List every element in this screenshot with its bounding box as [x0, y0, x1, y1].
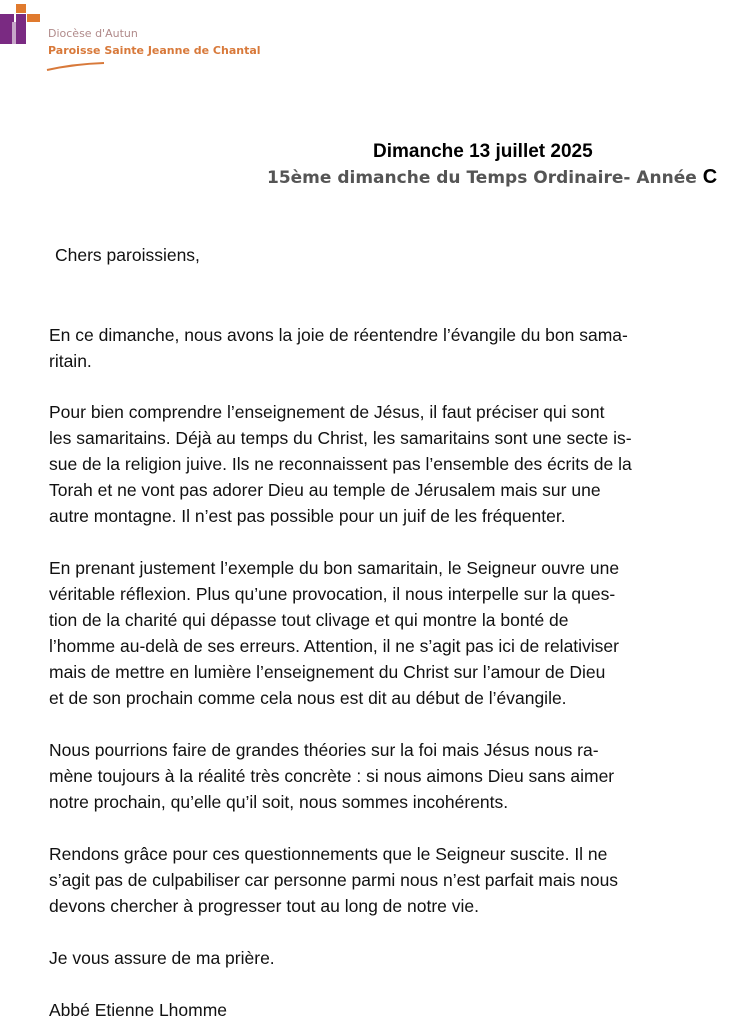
text-line: Pour bien comprendre l’enseignement de Jésus, il faut préciser qui sont [49, 402, 605, 422]
text-line: sue de la religion juive. Ils ne reconnaissent pas l’ensemble des écrits de la [49, 454, 632, 474]
text-line: et de son prochain comme cela nous est dit au début de l’évangile. [49, 688, 567, 708]
text-line: notre prochain, qu’elle qu’il soit, nous sommes incohérents. [49, 792, 509, 812]
cross-logo-icon [0, 4, 40, 46]
text-line: En ce dimanche, nous avons la joie de réentendre l’évangile du bon sama- [49, 325, 628, 345]
diocese-name: Diocèse d'Autun [48, 27, 138, 40]
liturgical-sunday-heading [267, 166, 717, 189]
date-heading: Dimanche 13 juillet 2025 [373, 141, 593, 162]
paragraph-samaritans [49, 399, 699, 529]
text-line: s’agit pas de culpabiliser car personne parmi nous n’est parfait mais nous [49, 870, 619, 890]
paragraph-theories [49, 737, 699, 815]
text-line: l’homme au-delà de ses erreurs. Attention, il ne s’agit pas ici de relativiser [49, 636, 619, 656]
text-line: Torah et ne vont pas adorer Dieu au temple de Jérusalem mais sur une [49, 480, 601, 500]
signature [49, 997, 699, 1023]
text-line: devons chercher à progresser tout au long de notre vie. [49, 896, 479, 916]
paragraph-reflection [49, 555, 699, 711]
text-line: Rendons grâce pour ces questionnements que le Seigneur suscite. Il ne [49, 844, 608, 864]
parish-logo [0, 0, 260, 80]
text-line: véritable réflexion. Plus qu’une provocation, il nous interpelle sur la ques- [49, 584, 616, 604]
logo-swoosh [46, 60, 106, 72]
paragraph-intro [49, 322, 699, 374]
greeting: Chers paroissiens, [55, 245, 200, 265]
text-line: Je vous assure de ma prière. [49, 948, 275, 968]
parish-name: Paroisse Sainte Jeanne de Chantal [48, 44, 261, 57]
paragraph-thanks [49, 841, 699, 919]
text-line: autre montagne. Il n’est pas possible pour un juif de les fréquenter. [49, 506, 566, 526]
liturgical-year-letter: C [702, 166, 718, 188]
text-line: tion de la charité qui dépasse tout clivage et qui montre la bonté de [49, 610, 569, 630]
closing-prayer [49, 945, 699, 971]
text-line: les samaritains. Déjà au temps du Christ, les samaritains sont une secte is- [49, 428, 632, 448]
text-line: mène toujours à la réalité très concrète : si nous aimons Dieu sans aimer [49, 766, 615, 786]
text-line: Abbé Etienne Lhomme [49, 1000, 228, 1020]
sunday-text: 15ème dimanche du Temps Ordinaire- Année [267, 168, 703, 188]
text-line: mais de mettre en lumière l’enseignement du Christ sur l’amour de Dieu [49, 662, 606, 682]
text-line: Nous pourrions faire de grandes théories sur la foi mais Jésus nous ra- [49, 740, 599, 760]
text-line: ritain. [49, 351, 92, 371]
text-line: En prenant justement l’exemple du bon samaritain, le Seigneur ouvre une [49, 558, 620, 578]
